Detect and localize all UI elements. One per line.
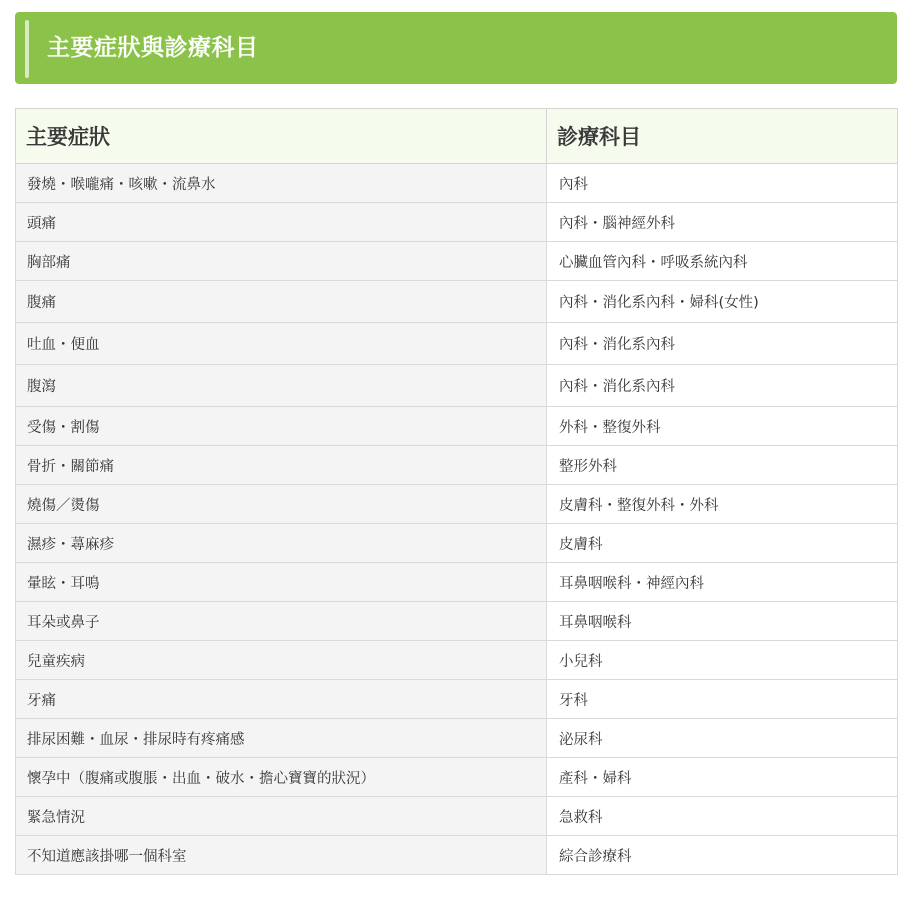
department-cell: 耳鼻咽喉科 — [547, 602, 898, 641]
department-cell: 內科・消化系內科・婦科(女性) — [547, 281, 898, 323]
symptom-cell: 兒童疾病 — [16, 641, 547, 680]
table-row — [16, 836, 898, 875]
table-row — [16, 524, 898, 563]
department-cell: 綜合診療科 — [547, 836, 898, 875]
table-row — [16, 203, 898, 242]
table-row — [16, 680, 898, 719]
symptom-cell: 骨折・關節痛 — [16, 446, 547, 485]
table-row — [16, 563, 898, 602]
symptom-cell: 耳朵或鼻子 — [16, 602, 547, 641]
table-row — [16, 719, 898, 758]
banner-accent-bar — [25, 20, 29, 78]
department-cell: 產科・婦科 — [547, 758, 898, 797]
department-cell: 急救科 — [547, 797, 898, 836]
department-cell: 小兒科 — [547, 641, 898, 680]
symptom-cell: 發燒・喉嚨痛・咳嗽・流鼻水 — [16, 164, 547, 203]
table-row — [16, 281, 898, 323]
table-row — [16, 365, 898, 407]
table-row — [16, 758, 898, 797]
department-cell: 牙科 — [547, 680, 898, 719]
department-cell: 心臟血管內科・呼吸系統內科 — [547, 242, 898, 281]
department-cell: 皮膚科 — [547, 524, 898, 563]
table-row — [16, 641, 898, 680]
symptom-cell: 暈眩・耳鳴 — [16, 563, 547, 602]
section-title: 主要症狀與診療科目 — [47, 35, 259, 61]
department-cell: 內科・消化系內科 — [547, 365, 898, 407]
table-row — [16, 407, 898, 446]
department-cell: 整形外科 — [547, 446, 898, 485]
symptom-cell: 吐血・便血 — [16, 323, 547, 365]
symptom-cell: 受傷・割傷 — [16, 407, 547, 446]
symptom-cell: 腹瀉 — [16, 365, 547, 407]
header-department: 診療科目 — [547, 109, 898, 164]
table-row — [16, 797, 898, 836]
section-banner — [15, 12, 897, 84]
table-header-row — [16, 109, 898, 164]
symptom-cell: 不知道應該掛哪一個科室 — [16, 836, 547, 875]
symptom-cell: 排尿困難・血尿・排尿時有疼痛感 — [16, 719, 547, 758]
department-cell: 內科・消化系內科 — [547, 323, 898, 365]
symptom-cell: 懷孕中（腹痛或腹脹・出血・破水・擔心寶寶的狀況） — [16, 758, 547, 797]
department-cell: 耳鼻咽喉科・神經內科 — [547, 563, 898, 602]
table-row — [16, 602, 898, 641]
symptom-cell: 牙痛 — [16, 680, 547, 719]
header-symptom: 主要症狀 — [16, 109, 547, 164]
table-row — [16, 164, 898, 203]
symptom-cell: 緊急情況 — [16, 797, 547, 836]
department-cell: 泌尿科 — [547, 719, 898, 758]
table-row — [16, 446, 898, 485]
symptom-cell: 燒傷／燙傷 — [16, 485, 547, 524]
table-row — [16, 323, 898, 365]
department-cell: 外科・整復外科 — [547, 407, 898, 446]
table-row — [16, 242, 898, 281]
symptom-cell: 腹痛 — [16, 281, 547, 323]
department-cell: 內科 — [547, 164, 898, 203]
department-cell: 內科・腦神經外科 — [547, 203, 898, 242]
symptom-cell: 胸部痛 — [16, 242, 547, 281]
symptom-cell: 濕疹・蕁麻疹 — [16, 524, 547, 563]
table-row — [16, 485, 898, 524]
symptom-department-table — [15, 108, 898, 875]
department-cell: 皮膚科・整復外科・外科 — [547, 485, 898, 524]
symptom-cell: 頭痛 — [16, 203, 547, 242]
